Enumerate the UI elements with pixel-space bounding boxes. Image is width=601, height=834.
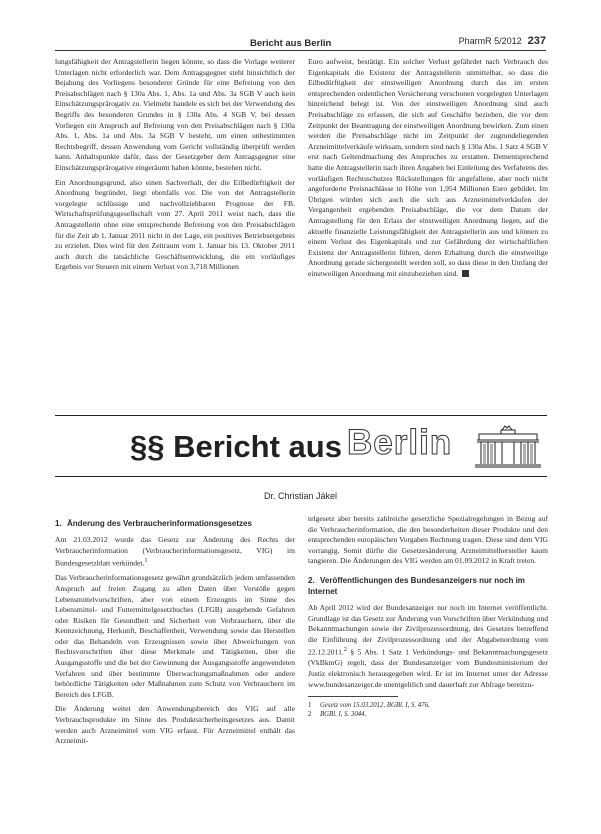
paragraph-text: Euro aufweist, bestätigt. Ein solcher Verlust gefährdet nach Verbrauch des Eigenkapitals die Existenz der Antragstellerin unmittelbar, so dass die Eilbedürftigkeit der einstweiligen Anordnung durch das im ersten entsprechenden ordentlichen Versicherung verschonen vorgelegten Unterlagen hinreichend belegt ist. Von der einstweiligen Anordnung sind auch Preisabschläge zu erfassen, die sich auf Geschäfte beziehen, die vor dem Zeitpunkt der Beantragung der einstweiligen Anordnung bewirken. Zum einen werden die Preisabschläge nicht im Zeitpunkt der zugrundeliegenden Arzneimittelverkäufe wirksam, sondern sind nach § 130a Abs. 1 Satz 4 SGB V erst nach Geltendmachung des Anspruches zu erstatten. Dementsprechend hatte die Antragstellerin nach ihren Angaben bei Einleitung des Verfahrens des vorläufigen Rechtsschutzes Rückstellungen für angefallene, aber noch nicht angeforderte Preisnachlässe in Höhe von 1,954 Millionen Euro gebildet. Im Übrigen würden sich auch die sich aus Arzneimittelverkäufen der Vergangenheit ergebenden Preisabschläge, die vor dem Datum der Antragstellung für den Erlass der einstweiligen Anordnung liegen, auf die aktuelle finanzielle Leistungsfähigkeit der Antragstellerin aus und können zu einem Verlust des Eigenkapitals und zur Gefährdung der wirtschaftlichen Existenz der Antragstellerin führen, deren Erhaltung durch die einstweilige Anordnung gerade sichergestellt werden soll, so dass diese in den Umfang der einstweiligen Anordnung mit einzubeziehen sind. <box>308 57 548 278</box>
footnote-ref: 2 <box>343 646 347 654</box>
footnote <box>308 701 548 710</box>
paragraph: Ein Anordnungsgrund, also einen Sachverhalt, der die Eilbedürftigkeit der Anordnung begründet, liegt ebenfalls vor. Die von der Antragstellerin vorgelegte schlüssige und nachvollziehbaren Prognose der FB. Wirtschaftsprüfungsgesellschaft vom 27. April 2011 weist nach, dass die Antragstellerin ohne eine entsprechende Befreiung von den Preisabschlägen für die Zeit ab 1. Januar 2011 nicht in der Lage, ein positives Betriebsergebnis zu erzielen. Dies wird für den Zeitraum vom 1. Januar bis 13. Oktober 2011 auch durch die tatsächliche Geschäftsentwicklung, die ein vorläufiges Ergebnis vor Steuern mit einem Verlust von 3,718 Millionen <box>55 177 295 272</box>
top-right-column <box>308 57 548 279</box>
bottom-right-column <box>308 514 548 719</box>
footnote-number: 1 <box>308 702 312 710</box>
paragraph: Die Änderung weitet den Anwendungsbereich des VIG auf alle Verbrauchsprodukte im Sinne des Produktsicherheitsgesetzes aus. Damit werden auch Arzneimittel vom VIG erfasst. Für Arzneimittel enthält das Arzneimit- <box>55 704 295 746</box>
end-mark-icon <box>462 270 469 277</box>
author-name: Dr. Christian Jäkel <box>263 491 338 501</box>
heading-text: Veröffentlichungen des Bundesanzeigers nur noch im Internet <box>308 575 525 596</box>
header-rule <box>55 50 546 51</box>
paragraph: Das Verbraucherinformationsgesetz gewährt grundsätzlich jedem umfassenden Anspruch auf freien Zugang zu allen Daten über Verstöße gegen Lebensmittelvorschriften, aber von einem Erzeugnis im Sinne des Lebensmittel- und Futtermittelgesetzbuches (LFGB) ausgehende Gefahren oder Risiken für Gesundheit und Sicherheit von Verbrauchern, über die Kennzeichnung, Herkunft, Beschaffenheit, Verwendung sowie das Herstellen oder das Behandeln von Erzeugnissen sowie über Abweichungen von Rechtsvorschriften über diese Merkmale und Tätigkeiten, über die Ausgangsstoffe und die bei der Gewinnung der Ausgangsstoffe angewendeten Verfahren und über bestimmte Überwachungsmaßnahmen oder andere behördliche Tätigkeiten oder Maßnahmen zum Schutz von Verbrauchern im Bereich des LFGB. <box>55 573 295 699</box>
brandenburg-gate-icon <box>475 424 541 470</box>
footnote-rule <box>308 696 398 697</box>
footnote-ref: 1 <box>144 557 148 565</box>
section-heading <box>308 575 548 597</box>
footnote-text: Gesetz vom 15.03.2012, BGBl. I, S. 476. <box>320 702 430 710</box>
heading-number: 1. <box>55 519 62 528</box>
footnote-number: 2 <box>308 711 312 719</box>
paragraph-text: Am 21.03.2012 wurde das Gesetz zur Änderung des Rechts der Verbraucherinformation (Verbraucherinformationsgesetz, VIG) im Bundesgesetzblatt verkündet. <box>55 535 295 568</box>
journal-name: PharmR 5/2012 <box>458 36 522 46</box>
banner-title: §§ Bericht aus <box>130 429 342 464</box>
section-banner <box>55 415 547 477</box>
paragraph <box>308 603 548 690</box>
section-title: Bericht aus Berlin <box>250 38 332 49</box>
banner-city: Berlin <box>347 423 453 462</box>
footnote <box>308 710 548 719</box>
bottom-left-column <box>55 514 295 747</box>
paragraph <box>308 57 548 279</box>
paragraph-text: § 5 Abs. 1 Satz 1 Verkündungs- und Bekanntmachungsgesetz (VkBkmG) regelt, dass der Bundesanzeiger vom Bundesministerium der Justiz elektronisch herausgegeben wird. Er ist im Internet unter der Adresse www.bundesanzeiger.de unentgeltlich und dauerhaft zur Abfrage bereitzu- <box>308 647 549 689</box>
paragraph: telgesetz aber bereits zahlreiche gesetzliche Spezialregelungen in Bezug auf die Verbraucherinformation, die den besonderheiten dieser Produkte und den entsprechenden europäischen Vorgaben Rechnung tragen. Diese sind dem VIG vorrangig. Somit dürfte die Gesetzesänderung Arzneimittelhersteller kaum tangieren. Die Änderungen des VIG werden am 01.09.2012 in Kraft treten. <box>308 514 548 566</box>
section-heading <box>55 518 295 529</box>
top-left-column <box>55 57 295 273</box>
journal-info <box>459 35 546 47</box>
paragraph: lungsfähigkeit der Antragstellerin liegen könnte, so dass die Vorlage weiterer Unterlagen nicht erforderlich war. Dem Antragsgegner steht hinsichtlich der Bejahung des Vorliegens besonderer Gründe für eine Befreiung von den Preisabschlägen nach § 130a Abs. 1, Abs. 1a und Abs. 3a SGB V auch kein Einschätzungsprärogativ zu. Vielmehr handele es sich bei der Verwendung des Begriffs des besonderen Grundes in § 130a Abs. 4 SGB V, bei dessen Vorliegen ein Anspruch auf Befreiung von den Preisabschlägen nach § 130a Abs. 1, Abs. 1a und Abs. 3a SGB V besteht, um einen unbestimmten Rechtsbegriff, dessen Anwendung vom Gericht vollständig überprüft werden kann. Anhaltspunkte dafür, dass der Gesetzgeber dem Antragsgegner eine Einschätzungsprärogative eingeräumt haben könnte, bestehen nicht. <box>55 57 295 172</box>
heading-text: Änderung des Verbraucherinformationsgesetzes <box>67 519 252 528</box>
footnote-text: BGBl. I, S. 3044. <box>320 711 367 719</box>
paragraph <box>55 535 295 569</box>
heading-number: 2. <box>308 575 315 585</box>
paragraph-text: Ab April 2012 wird der Bundesanzeiger nur noch im Internet veröffentlicht. Grundlage ist das Gesetz zur Änderung von Vorschriften über Verkündung und Bekanntmachungen sowie der Zivilprozessordnung, des Gesetzes betreffend die Einführung der Zivilprozessordnung und der Abgabenordnung vom 22.12.2011. <box>308 602 548 657</box>
page-number: 237 <box>527 35 546 47</box>
